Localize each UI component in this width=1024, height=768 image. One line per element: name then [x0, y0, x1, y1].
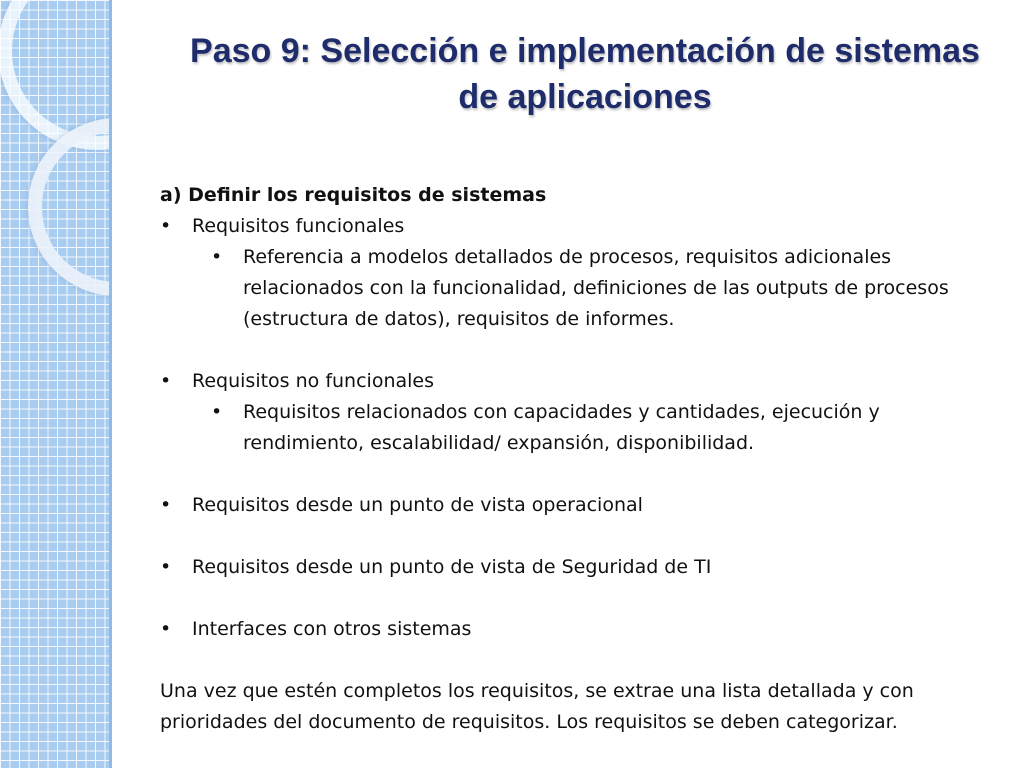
decorative-grid-band — [0, 0, 112, 768]
bullet-item — [160, 614, 1000, 645]
bullet-item — [160, 552, 1000, 583]
bullet-text: Interfaces con otros sistemas — [192, 618, 472, 640]
slide-body — [160, 180, 1000, 738]
bullet-item — [160, 490, 1000, 521]
bullet-text: Requisitos desde un punto de vista operacional — [192, 494, 643, 516]
decorative-ring-middle — [28, 118, 112, 296]
sub-bullet-item — [160, 397, 1000, 459]
bullet-item — [160, 366, 1000, 397]
sub-bullet-item — [160, 242, 1000, 335]
section-heading: a) Definir los requisitos de sistemas — [160, 184, 547, 206]
bullet-text: Requisitos funcionales — [192, 215, 405, 237]
bullet-icon: • — [160, 494, 172, 516]
sub-bullet-text: Referencia a modelos detallados de procesos, requisitos adicionales relacionados con la funcionalidad, definiciones de las outputs de procesos (estructura de datos), requisitos de informes. — [243, 246, 949, 330]
bullet-icon: • — [160, 370, 172, 392]
slide-title: Paso 9: Selección e implementación de sistemas de aplicaciones — [190, 32, 980, 116]
bullet-icon: • — [211, 401, 223, 423]
bullet-text: Requisitos desde un punto de vista de Seguridad de TI — [192, 556, 712, 578]
bullet-text: Requisitos no funcionales — [192, 370, 434, 392]
closing-paragraph: Una vez que estén completos los requisitos, se extrae una lista detallada y con prioridades del documento de requisitos. Los requisitos se deben categorizar. — [160, 680, 914, 733]
bullet-icon: • — [160, 618, 172, 640]
sub-bullet-text: Requisitos relacionados con capacidades y cantidades, ejecución y rendimiento, escalabilidad/ expansión, disponibilidad. — [243, 401, 880, 454]
bullet-icon: • — [160, 556, 172, 578]
bullet-icon: • — [160, 215, 172, 237]
bullet-item — [160, 211, 1000, 242]
bullet-icon: • — [211, 246, 223, 268]
